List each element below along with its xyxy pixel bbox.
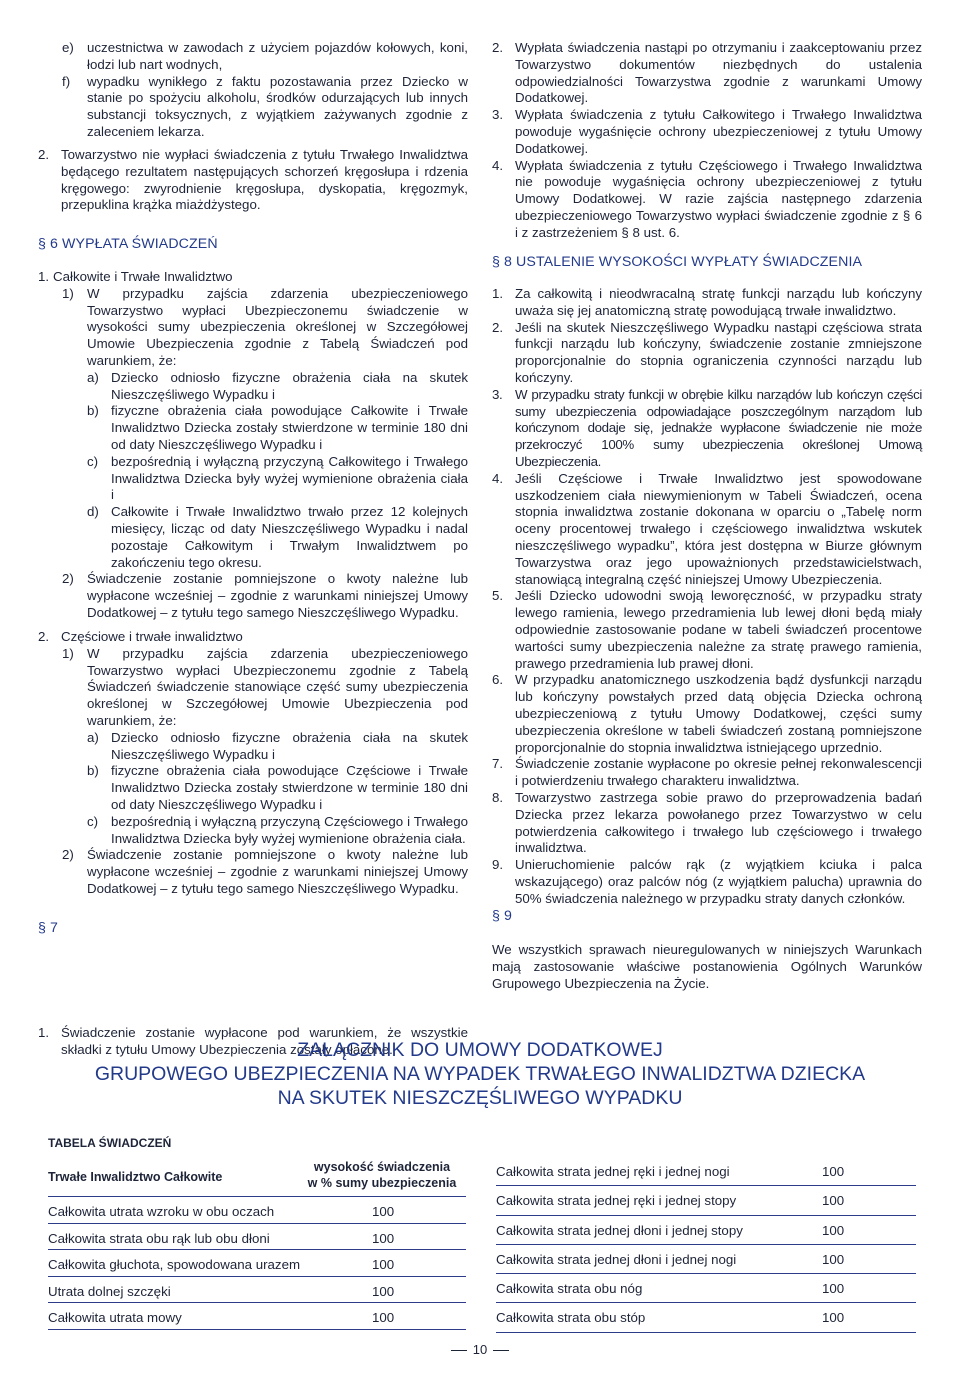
list-num: 1) (62, 645, 74, 661)
row-value: 100 (372, 1283, 395, 1299)
row-value: 100 (822, 1193, 845, 1209)
list-num: b) (87, 403, 99, 419)
section-7-point-4 (492, 158, 922, 242)
section-title: 9 (504, 908, 512, 924)
list-text: W przypadku straty funkcji w obrębie kilku narządów lub kończyn części sumy ubezpieczenia odpowiadające poszczególnym narządom lub kończynom dodaje się, jednakże wypłacone świadczenie nie może przekroczyć 100% sumy ubezpieczenia określonej Umową Ubezpieczenia. (515, 386, 922, 469)
dash-right (493, 1350, 509, 1351)
annex-title-line-2: GRUPOWEGO UBEZPIECZENIA NA WYPADEK TRWAŁEGO INWALIDZTWA DZIECKA (94, 1063, 866, 1085)
section-9-text: We wszystkich sprawach nieuregulowanych w niniejszych Warunkach mają zastosowanie właściwe postanowienia Ogólnych Warunków Grupowego Ubezpieczenia na Życie. (492, 942, 922, 991)
section-6-point-2-2 (62, 847, 468, 897)
section-7-point-2 (492, 40, 922, 107)
row-value: 100 (822, 1251, 845, 1267)
list-text: Za całkowitą i nieodwracalną stratę funkcji narządu lub kończyny uważa się jej anatomiczną stratę powodującą trwałe inwalidztwo. (515, 286, 922, 318)
section-title: 8 USTALENIE WYSOKOŚCI WYPŁATY ŚWIADCZENIA (504, 254, 863, 270)
row-label: Całkowita strata obu nóg (496, 1281, 643, 1297)
section-8-point-1 (492, 286, 922, 320)
list-text: fizyczne obrażenia ciała powodujące Całkowite i Trwałe Inwalidztwo Dziecka zostały stwierdzone w terminie 180 dni od daty Nieszczęśliwego Wypadku i (111, 403, 468, 452)
section-6-point-1 (38, 269, 468, 286)
table-row (48, 1250, 466, 1277)
row-value: 100 (372, 1257, 395, 1273)
list-num: f) (62, 73, 71, 89)
list-title: Całkowite i Trwałe Inwalidztwo (53, 269, 233, 284)
row-label: Całkowita strata jednej dłoni i jednej stopy (496, 1222, 743, 1238)
list-text: Dziecko odniosło fizyczne obrażenia ciała na skutek Nieszczęśliwego Wypadku i (111, 729, 468, 762)
list-num: 2. (492, 319, 504, 335)
list-text: W przypadku zajścia zdarzenia ubezpieczeniowego Towarzystwo wypłaci Ubezpieczonemu zgodnie z Tabelą Świadczeń świadczenie stanowiące część sumy ubezpieczenia określonej w Szczegółowej Umowie Ubezpieczenia pod warunkiem, że: (87, 645, 468, 728)
list-text: Towarzystwo zastrzega sobie prawo do przeprowadzenia badań Dziecka przez lekarza powołanego przez Towarzystwo w celu potwierdzenia całkowitego i trwałego lub częściowego i trwałego inwalidztwa. (515, 789, 922, 856)
list-item-c (87, 814, 468, 848)
list-text: Świadczenie zostanie wypłacone po okresie pełnej rekonwalescencji i potwierdzeniu trwałego charakteru inwalidztwa. (515, 756, 922, 789)
paragraph-symbol-icon: § (38, 236, 46, 252)
section-8-point-6 (492, 672, 922, 756)
section-7-continued (492, 40, 922, 242)
list-num: 1. (38, 269, 50, 284)
list-text: Świadczenie zostanie pomniejszone o kwoty należne lub wypłacone wcześniej – zgodnie z warunkami niniejszej Umowy Dodatkowej – z tytułu tego samego Nieszczęśliwego Wypadku. (87, 571, 468, 620)
list-text: Dziecko odniosło fizyczne obrażenia ciała na skutek Nieszczęśliwego Wypadku i (111, 369, 468, 402)
row-label: Całkowita strata obu stóp (496, 1310, 646, 1326)
table-caption: TABELA ŚWIADCZEŃ (48, 1136, 172, 1150)
list-text: Wypłata świadczenia nastąpi po otrzymaniu i zaakceptowaniu przez Towarzystwo dokumentów niezbędnych do ustalenia odpowiedzialności Towarzystwa zgodnie z warunkami Umowy Dodatkowej. (515, 40, 922, 106)
list-num: 2. (38, 147, 50, 162)
section-6-body (38, 269, 468, 622)
list-num: 3. (492, 107, 504, 123)
table-header-column (302, 1159, 462, 1191)
top-list (38, 40, 468, 141)
list-num: 9. (492, 857, 504, 873)
benefits-table-right (496, 1157, 916, 1333)
page-number: 10 (472, 1342, 488, 1357)
left-column (38, 40, 468, 1057)
row-label: Całkowita strata obu rąk lub obu dłoni (48, 1230, 270, 1246)
list-text: Świadczenie zostanie pomniejszone o kwoty należne lub wypłacone wcześniej – zgodnie z warunkami niniejszej Umowy Dodatkowej – z tytułu tego samego Nieszczęśliwego Wypadku. (87, 847, 468, 896)
list-text: Świadczenie zostanie wypłacone pod warunkiem, że wszystkie składki z tytułu Umowy Ubezpieczenia zostały opłacone. (61, 1025, 468, 1057)
annex-title-line-1: ZAŁĄCZNIK DO UMOWY DODATKOWEJ (297, 1039, 663, 1061)
list-item-c (87, 454, 468, 504)
table-row (48, 1224, 466, 1251)
paragraph-symbol-icon: § (492, 254, 500, 270)
table-row (48, 1197, 466, 1224)
section-9-heading (492, 908, 922, 925)
list-text: uczestnictwa w zawodach z użyciem pojazdów kołowych, koni, łodzi lub nart wodnych, (87, 40, 468, 72)
list-num: 7. (492, 756, 504, 772)
section-8-body (492, 286, 922, 907)
section-6-point-1-2 (62, 571, 468, 621)
list-num: 1. (492, 286, 504, 301)
list-text: Jeśli na skutek Nieszczęśliwego Wypadku nastąpi częściowa strata funkcji narządu lub kończyny, świadczenie zostanie zmniejszone proporcjonalnie do stopnia ograniczenia czynności narządu lub kończyny. (515, 319, 922, 385)
section-6-heading (38, 236, 468, 253)
list-num: d) (87, 504, 99, 520)
row-value: 100 (372, 1230, 395, 1246)
list-item-d (87, 504, 468, 571)
list-num: 4. (492, 470, 504, 486)
row-value: 100 (822, 1281, 845, 1297)
row-value: 100 (372, 1204, 395, 1219)
row-label: Utrata dolnej szczęki (48, 1283, 171, 1299)
table-row (496, 1245, 916, 1274)
section-6-point-2 (38, 629, 468, 646)
list-num: 1) (62, 285, 74, 301)
list-num: 2. (492, 40, 504, 55)
list-text: bezpośrednią i wyłączną przyczyną Całkowitego i Trwałego Inwalidztwa Dziecka były wyżej wymienione obrażenia ciała i (111, 453, 468, 503)
table-header (48, 1150, 466, 1197)
row-label: Całkowita strata jednej ręki i jednej stopy (496, 1193, 737, 1209)
list-num: 2) (62, 847, 74, 863)
section-8-point-5 (492, 588, 922, 672)
point-2 (38, 147, 468, 214)
list-item-e (62, 40, 468, 74)
list-num: a) (87, 369, 99, 385)
section-8-heading (492, 254, 922, 271)
section-6-point-2-1 (62, 646, 468, 730)
list-item-f (62, 74, 468, 141)
section-title: 6 WYPŁATA ŚWIADCZEŃ (50, 236, 218, 252)
list-num: 2) (62, 571, 74, 587)
table-row (496, 1157, 916, 1186)
dash-left (451, 1350, 467, 1351)
section-6-point-1-1 (62, 286, 468, 370)
row-label: Całkowita głuchota, spowodowana urazem (48, 1257, 301, 1273)
section-8-point-2 (492, 320, 922, 387)
list-item-b (87, 763, 468, 813)
annex-title-line-3: NA SKUTEK NIESZCZĘŚLIWEGO WYPADKU (277, 1087, 683, 1109)
list-num: 3. (492, 386, 503, 402)
page-footer (0, 1342, 960, 1357)
list-text: wypadku wynikłego z faktu pozostawania przez Dziecko w stanie po spożyciu alkoholu, środków odurzających lub innych substancji toksycznych, z wyjątkiem zażywanych zgodnie z zaleceniem lekarza. (87, 73, 468, 139)
row-value: 100 (822, 1310, 845, 1326)
section-7-point-3 (492, 107, 922, 157)
annex-title (60, 1038, 900, 1110)
list-num: c) (87, 813, 99, 829)
table-row (496, 1303, 916, 1332)
table-row (496, 1216, 916, 1245)
list-text: Wypłata świadczenia z tytułu Całkowitego i Trwałego Inwalidztwa powoduje wygaśnięcie ochrony ubezpieczeniowej z tytułu Umowy Dodatkowej. (515, 107, 922, 156)
row-label: Całkowita utrata wzroku w obu oczach (48, 1204, 275, 1219)
list-text: Unieruchomienie palców rąk (z wyjątkiem kciuka i palca wskazującego) oraz palców nóg (z wyjątkiem palucha) uprawnia do 50% świadczenia należnego w przypadku straty danych członków. (515, 857, 922, 906)
list-text: W przypadku zajścia zdarzenia ubezpieczeniowego Towarzystwo wypłaci Ubezpieczonemu świadczenie w wysokości sumy ubezpieczenia określonej w Szczegółowej Umowie Ubezpieczenia zgodnie z Tabelą Świadczeń pod warunkiem, że: (87, 285, 468, 368)
list-text: fizyczne obrażenia ciała powodujące Częściowe i Trwałe Inwalidztwo Dziecka zostały stwierdzone w terminie 180 dni od daty Nieszczęśliwego Wypadku i (111, 763, 468, 812)
row-label: Całkowita strata jednej dłoni i jednej nogi (496, 1251, 737, 1267)
row-value: 100 (822, 1222, 845, 1238)
section-6-part-2 (38, 629, 468, 898)
section-8-point-7 (492, 756, 922, 790)
section-8-point-3 (492, 387, 922, 471)
section-8-point-8 (492, 790, 922, 857)
row-label: Całkowita utrata mowy (48, 1310, 182, 1326)
list-item-a (87, 370, 468, 404)
section-title: 7 (50, 920, 58, 936)
table-row (48, 1277, 466, 1304)
list-text: Jeśli Dziecko udowodni swoją leworęczność, w przypadku straty lewego ramienia, lewego przedramienia lub lewej dłoni będą miały odpowiednie zastosowanie podane w tabeli świadczeń procentowe wartości sumy ubezpieczenia należne za stratę prawego ramienia, prawego przedramienia lub prawej dłoni. (515, 588, 922, 671)
list-text: W przypadku anatomicznego uszkodzenia bądź dysfunkcji narządu lub kończyny powstałych przed datą objęcia Dziecka ochroną ubezpieczeniową z tytułu Umowy Dodatkowej, części sumy ubezpieczenia określone w tabeli świadczeń zostaną pomniejszone proporcjonalnie do stopnia inwalidztwa istniejącego uprzednio. (515, 672, 922, 755)
list-num: 6. (492, 672, 504, 688)
list-num: 1. (38, 1025, 50, 1041)
section-8-point-9 (492, 857, 922, 907)
list-num: 5. (492, 588, 504, 604)
list-num: e) (62, 40, 74, 55)
table-row (496, 1186, 916, 1215)
list-num: c) (87, 453, 99, 469)
section-7-heading (38, 920, 468, 937)
list-num: b) (87, 763, 99, 779)
section-8-point-4 (492, 471, 922, 589)
column-header-line-2: w % sumy ubezpieczenia (307, 1176, 457, 1190)
list-text: bezpośrednią i wyłączną przyczyną Częściowego i Trwałego Inwalidztwa Dziecka były wyżej wymienione obrażenia ciała. (111, 813, 468, 846)
benefits-table-left (48, 1150, 466, 1330)
row-label: Całkowita strata jednej ręki i jednej nogi (496, 1164, 730, 1179)
list-text: Wypłata świadczenia z tytułu Częściowego i Trwałego Inwalidztwa nie powoduje wygaśnięcia ochrony ubezpieczeniowej z tytułu Umowy Dodatkowej. W razie zajścia następnego zdarzenia ubezpieczeniowego Towarzystwo wypłaci świadczenie zgodnie z § 6 i z zastrzeżeniem § 8 ust. 6. (515, 157, 922, 240)
row-value: 100 (372, 1310, 395, 1326)
list-num: 2. (38, 629, 50, 644)
table-row (496, 1274, 916, 1303)
list-title: Częściowe i trwałe inwalidztwo (61, 629, 243, 644)
list-text: Towarzystwo nie wypłaci świadczenia z tytułu Trwałego Inwalidztwa będącego rezultatem następujących schorzeń kręgosłupa i rdzenia kręgowego: zwyrodnienie kręgosłupa, dyskopatia, kręgozmyk, przepuklina krążka miażdżystego. (61, 147, 468, 213)
row-value: 100 (822, 1164, 845, 1179)
list-text: Jeśli Częściowe i Trwałe Inwalidztwo jest spowodowane uszkodzeniem ciała niewymienionym w Tabeli Świadczeń, ocena stopnia inwalidztwa zostanie dokonana w oparciu o „Tabelę norm oceny procentowej trwałego i częściowego inwalidztwa wskutek nieszczęśliwego wypadku”, która jest dostępna w Biurze głównym Towarzystwa oraz jego upoważnionych przedstawicielstwach, stanowiącą integralną część niniejszej Umowy Ubezpieczenia. (515, 470, 922, 587)
list-item-b (87, 403, 468, 453)
list-item-a (87, 730, 468, 764)
paragraph-symbol-icon: § (38, 920, 46, 936)
column-header-line-1: wysokość świadczenia (313, 1160, 451, 1174)
list-num: a) (87, 729, 99, 745)
table-row (48, 1303, 466, 1330)
list-text: Całkowite i Trwałe Inwalidztwo trwało przez 12 kolejnych miesięcy, licząc od daty Nieszczęśliwego Wypadku i nadal pozostaje Całkowitym i Trwałym Inwalidztwem po zakończeniu tego okresu. (111, 504, 468, 570)
list-num: 8. (492, 789, 504, 805)
list-num: 4. (492, 157, 504, 173)
table-header-label: Trwałe Inwalidztwo Całkowite (48, 1170, 223, 1184)
paragraph-symbol-icon: § (492, 908, 500, 924)
